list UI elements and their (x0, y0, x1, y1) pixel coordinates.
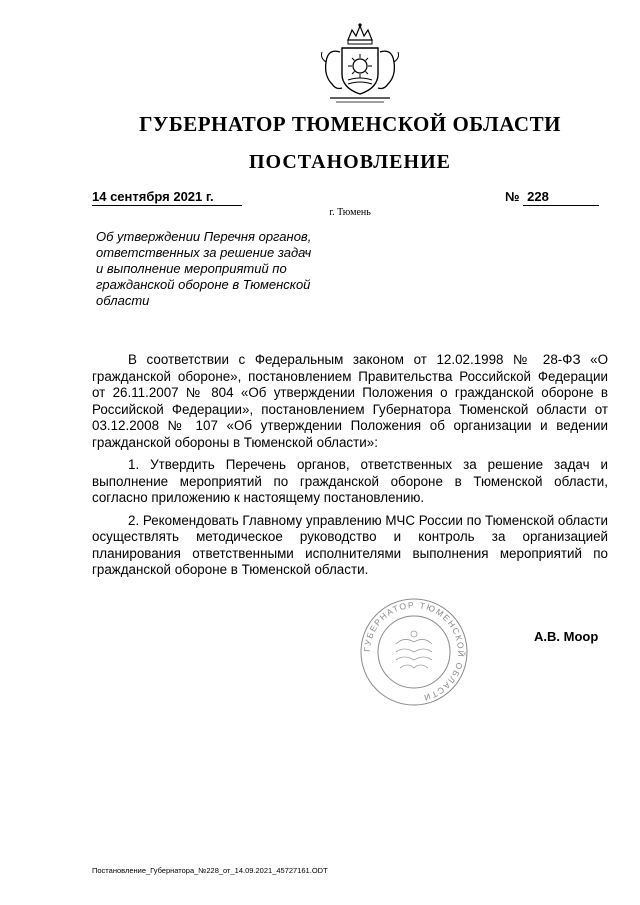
paragraph-item-1: 1. Утвердить Перечень органов, ответственных за решение задач и выполнение мероприятий по гражданской обороне в Тюменской области, согласно приложению к настоящему постановлению. (92, 457, 608, 505)
official-seal-icon (358, 596, 470, 708)
signer-name: А.В. Моор (534, 629, 599, 644)
document-body (92, 352, 608, 585)
issuer-title: ГУБЕРНАТОР ТЮМЕНСКОЙ ОБЛАСТИ (139, 112, 561, 136)
paragraph-preamble: В соответствии с Федеральным законом от 12.02.1998 № 28-ФЗ «О гражданской обороне», постановлением Правительства Российской Федерации от 26.11.2007 № 804 «Об утверждении Положения о гражданской обороне в Российской Федерации», постановлением Губернатора Тюменской области от 03.12.2008 № 107 «Об утверждении Положения об организации и ведении гражданской обороны в Тюменской области»: (92, 352, 608, 450)
number-value: 228 (523, 189, 599, 206)
paragraph-item-2: 2. Рекомендовать Главному управлению МЧС России по Тюменской области осуществлять методическое руководство и контроль за организацией планирования ответственными исполнителями выполнения мероприятий по гражданской обороне в Тюменской области. (92, 512, 608, 577)
number-sign: № (505, 189, 520, 204)
document-type: ПОСТАНОВЛЕНИЕ (249, 151, 451, 173)
seal-ring-text: ГУБЕРНАТОР ТЮМЕНСКОЙ ОБЛАСТИ (361, 599, 467, 704)
document-subject: Об утверждении Перечня органов, ответственных за решение задач и выполнение мероприятий по гражданской обороне в Тюменской области (96, 229, 312, 308)
city-label: г. Тюмень (329, 207, 371, 218)
footer-filename: Постановление_Губернатора_№228_от_14.09.2021_45727161.ODT (92, 866, 328, 875)
document-date: 14 сентября 2021 г. (92, 189, 242, 206)
document-number (505, 189, 599, 206)
coat-of-arms-icon (312, 22, 408, 108)
